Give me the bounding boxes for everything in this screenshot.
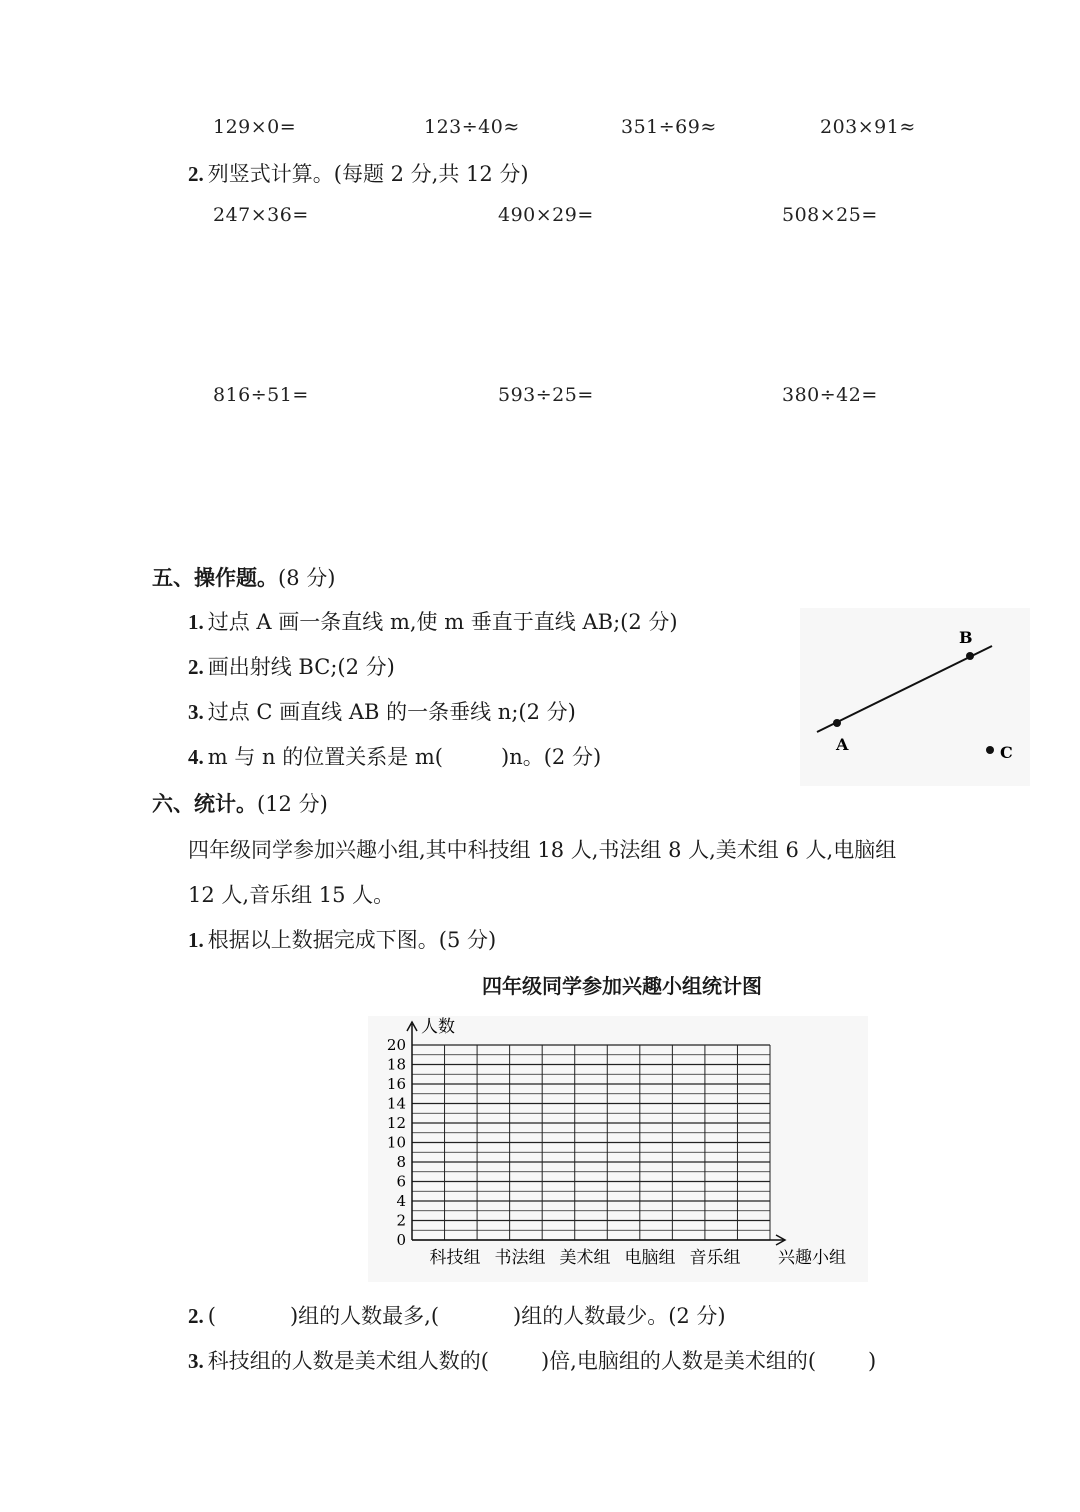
item-text-a: m 与 n 的位置关系是 m( xyxy=(207,745,443,769)
y-tick-label: 16 xyxy=(386,1075,406,1093)
q2-text: 列竖式计算。(每题 2 分,共 12 分) xyxy=(207,162,529,186)
q-text-c: )组的人数最少。(2 分) xyxy=(513,1304,726,1328)
item-number: 1. xyxy=(188,610,204,634)
y-axis-label: 人数 xyxy=(421,1017,455,1037)
calc-expr-2: 490×29= xyxy=(498,204,594,226)
oral-expr-2: 123÷40≈ xyxy=(424,116,520,138)
chart-svg xyxy=(368,1016,868,1282)
calc-expr-5: 593÷25= xyxy=(498,384,594,406)
item-number: 2. xyxy=(188,655,204,679)
q-text-b: )组的人数最多,( xyxy=(289,1304,440,1328)
x-category-label: 书法组 xyxy=(494,1248,546,1268)
y-tick-label: 12 xyxy=(386,1114,406,1132)
geometry-figure xyxy=(800,608,1030,786)
section5-item-4 xyxy=(188,741,601,771)
section5-item-3 xyxy=(188,696,576,726)
y-tick-label: 8 xyxy=(396,1153,406,1171)
item-number: 4. xyxy=(188,745,204,769)
geometry-svg xyxy=(800,608,1030,786)
y-tick-label: 2 xyxy=(396,1211,406,1230)
section6-title: 六、统计。 xyxy=(152,791,257,816)
label-a: A xyxy=(836,735,849,754)
oral-expr-4: 203×91≈ xyxy=(820,116,916,138)
item-number: 3. xyxy=(188,700,204,724)
q-number: 1. xyxy=(188,928,204,952)
calc-expr-4: 816÷51= xyxy=(213,384,309,406)
y-tick-label: 14 xyxy=(386,1094,406,1113)
chart-title: 四年级同学参加兴趣小组统计图 xyxy=(482,974,762,998)
bar-chart xyxy=(368,1016,868,1282)
x-category-label: 音乐组 xyxy=(689,1248,741,1268)
q-text-a: ( xyxy=(207,1304,216,1328)
section6-q2 xyxy=(188,1300,726,1330)
label-c: C xyxy=(1000,743,1013,762)
item-text: 过点 C 画直线 AB 的一条垂线 n;(2 分) xyxy=(207,700,576,724)
item-text: 过点 A 画一条直线 m,使 m 垂直于直线 AB;(2 分) xyxy=(207,610,678,634)
y-tick-label: 0 xyxy=(396,1231,406,1249)
q2-number: 2. xyxy=(188,162,204,186)
line-ab xyxy=(817,646,992,732)
point-a xyxy=(833,719,841,727)
q-text-b: )倍,电脑组的人数是美术组的( xyxy=(540,1349,817,1373)
oral-expr-3: 351÷69≈ xyxy=(621,116,717,138)
x-category-label: 美术组 xyxy=(559,1248,611,1268)
label-b: B xyxy=(959,628,973,647)
y-tick-label: 18 xyxy=(386,1055,406,1074)
calc-expr-1: 247×36= xyxy=(213,204,309,226)
calc-expr-3: 508×25= xyxy=(782,204,878,226)
q2-heading xyxy=(188,158,529,188)
x-axis-label: 兴趣小组 xyxy=(778,1248,846,1268)
q-text-a: 科技组的人数是美术组人数的( xyxy=(207,1349,489,1373)
q-text-c: ) xyxy=(868,1349,877,1373)
section6-q3 xyxy=(188,1345,876,1375)
y-tick-label: 20 xyxy=(386,1036,406,1054)
section6-intro-line2: 12 人,音乐组 15 人。 xyxy=(188,883,395,907)
section6-intro-line1: 四年级同学参加兴趣小组,其中科技组 18 人,书法组 8 人,美术组 6 人,电脑组 xyxy=(188,838,897,862)
section6-points: (12 分) xyxy=(257,792,328,816)
x-category-label: 科技组 xyxy=(429,1248,481,1268)
y-tick-label: 6 xyxy=(396,1172,406,1191)
section5-points: (8 分) xyxy=(278,566,336,590)
q-text: 根据以上数据完成下图。(5 分) xyxy=(207,928,497,952)
item-text: 画出射线 BC;(2 分) xyxy=(207,655,395,679)
item-text-b: )n。(2 分) xyxy=(501,745,602,769)
section5-heading xyxy=(152,562,335,592)
y-tick-label: 4 xyxy=(396,1192,406,1210)
point-b xyxy=(966,652,974,660)
section5-item-1 xyxy=(188,606,678,636)
section5-title: 五、操作题。 xyxy=(152,565,278,590)
calc-expr-6: 380÷42= xyxy=(782,384,878,406)
x-category-label: 电脑组 xyxy=(624,1248,676,1268)
point-c xyxy=(986,746,994,754)
q-number: 3. xyxy=(188,1349,204,1373)
section5-item-2 xyxy=(188,651,395,681)
oral-expr-1: 129×0= xyxy=(213,116,297,138)
q-number: 2. xyxy=(188,1304,204,1328)
section6-q1 xyxy=(188,924,496,954)
section6-heading xyxy=(152,788,328,818)
y-tick-label: 10 xyxy=(386,1133,406,1152)
